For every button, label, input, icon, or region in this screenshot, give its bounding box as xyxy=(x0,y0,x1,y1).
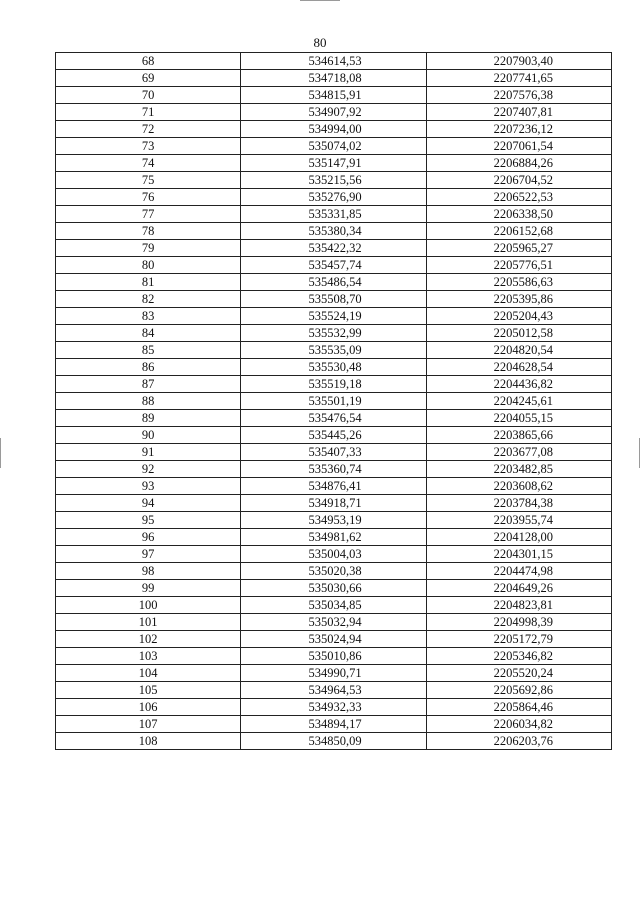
x-coordinate-cell: 534981,62 xyxy=(241,529,426,546)
x-coordinate-cell: 535501,19 xyxy=(241,393,426,410)
x-coordinate-cell: 535486,54 xyxy=(241,274,426,291)
y-coordinate-cell: 2204245,61 xyxy=(426,393,611,410)
y-coordinate-cell: 2203608,62 xyxy=(426,478,611,495)
y-coordinate-cell: 2207407,81 xyxy=(426,104,611,121)
y-coordinate-cell: 2206034,82 xyxy=(426,716,611,733)
point-number-cell: 78 xyxy=(56,223,241,240)
point-number-cell: 71 xyxy=(56,104,241,121)
y-coordinate-cell: 2204823,81 xyxy=(426,597,611,614)
table-row xyxy=(56,648,612,665)
point-number-cell: 75 xyxy=(56,172,241,189)
x-coordinate-cell: 534850,09 xyxy=(241,733,426,750)
point-number-cell: 80 xyxy=(56,257,241,274)
table-row xyxy=(56,257,612,274)
y-coordinate-cell: 2204998,39 xyxy=(426,614,611,631)
table-row xyxy=(56,393,612,410)
x-coordinate-cell: 534907,92 xyxy=(241,104,426,121)
table-row xyxy=(56,614,612,631)
y-coordinate-cell: 2206338,50 xyxy=(426,206,611,223)
table-row xyxy=(56,733,612,750)
point-number-cell: 68 xyxy=(56,53,241,70)
y-coordinate-cell: 2203784,38 xyxy=(426,495,611,512)
table-row xyxy=(56,580,612,597)
point-number-cell: 108 xyxy=(56,733,241,750)
x-coordinate-cell: 535524,19 xyxy=(241,308,426,325)
y-coordinate-cell: 2205965,27 xyxy=(426,240,611,257)
x-coordinate-cell: 535407,33 xyxy=(241,444,426,461)
table-row xyxy=(56,223,612,240)
x-coordinate-cell: 534815,91 xyxy=(241,87,426,104)
point-number-cell: 91 xyxy=(56,444,241,461)
y-coordinate-cell: 2206704,52 xyxy=(426,172,611,189)
point-number-cell: 107 xyxy=(56,716,241,733)
table-row xyxy=(56,53,612,70)
point-number-cell: 93 xyxy=(56,478,241,495)
table-row xyxy=(56,410,612,427)
point-number-cell: 76 xyxy=(56,189,241,206)
point-number-cell: 104 xyxy=(56,665,241,682)
page-number: 80 xyxy=(313,35,327,50)
point-number-cell: 102 xyxy=(56,631,241,648)
table-row xyxy=(56,291,612,308)
x-coordinate-cell: 535030,66 xyxy=(241,580,426,597)
y-coordinate-cell: 2206152,68 xyxy=(426,223,611,240)
y-coordinate-cell: 2204820,54 xyxy=(426,342,611,359)
point-number-cell: 94 xyxy=(56,495,241,512)
point-number-cell: 83 xyxy=(56,308,241,325)
y-coordinate-cell: 2203677,08 xyxy=(426,444,611,461)
table-row xyxy=(56,444,612,461)
point-number-cell: 82 xyxy=(56,291,241,308)
table-row xyxy=(56,699,612,716)
table-row xyxy=(56,461,612,478)
point-number-cell: 74 xyxy=(56,155,241,172)
coordinates-table xyxy=(55,52,612,750)
table-row xyxy=(56,427,612,444)
x-coordinate-cell: 534990,71 xyxy=(241,665,426,682)
table-row xyxy=(56,206,612,223)
table-row xyxy=(56,87,612,104)
table-row xyxy=(56,682,612,699)
table-row xyxy=(56,597,612,614)
table-row xyxy=(56,308,612,325)
x-coordinate-cell: 534994,00 xyxy=(241,121,426,138)
point-number-cell: 86 xyxy=(56,359,241,376)
y-coordinate-cell: 2205776,51 xyxy=(426,257,611,274)
x-coordinate-cell: 535530,48 xyxy=(241,359,426,376)
point-number-cell: 95 xyxy=(56,512,241,529)
table-row xyxy=(56,546,612,563)
x-coordinate-cell: 534932,33 xyxy=(241,699,426,716)
table-row xyxy=(56,376,612,393)
y-coordinate-cell: 2205395,86 xyxy=(426,291,611,308)
point-number-cell: 99 xyxy=(56,580,241,597)
y-coordinate-cell: 2205864,46 xyxy=(426,699,611,716)
y-coordinate-cell: 2204649,26 xyxy=(426,580,611,597)
y-coordinate-cell: 2205692,86 xyxy=(426,682,611,699)
x-coordinate-cell: 535147,91 xyxy=(241,155,426,172)
x-coordinate-cell: 535535,09 xyxy=(241,342,426,359)
y-coordinate-cell: 2205346,82 xyxy=(426,648,611,665)
x-coordinate-cell: 535380,34 xyxy=(241,223,426,240)
y-coordinate-cell: 2206203,76 xyxy=(426,733,611,750)
x-coordinate-cell: 535215,56 xyxy=(241,172,426,189)
x-coordinate-cell: 535331,85 xyxy=(241,206,426,223)
point-number-cell: 69 xyxy=(56,70,241,87)
x-coordinate-cell: 534918,71 xyxy=(241,495,426,512)
y-coordinate-cell: 2204474,98 xyxy=(426,563,611,580)
x-coordinate-cell: 535034,85 xyxy=(241,597,426,614)
point-number-cell: 72 xyxy=(56,121,241,138)
point-number-cell: 105 xyxy=(56,682,241,699)
y-coordinate-cell: 2203482,85 xyxy=(426,461,611,478)
table-row xyxy=(56,716,612,733)
point-number-cell: 85 xyxy=(56,342,241,359)
y-coordinate-cell: 2204055,15 xyxy=(426,410,611,427)
table-row xyxy=(56,665,612,682)
table-row xyxy=(56,121,612,138)
x-coordinate-cell: 535457,74 xyxy=(241,257,426,274)
point-number-cell: 79 xyxy=(56,240,241,257)
coordinates-table-body xyxy=(56,53,612,750)
point-number-cell: 100 xyxy=(56,597,241,614)
y-coordinate-cell: 2205204,43 xyxy=(426,308,611,325)
y-coordinate-cell: 2207741,65 xyxy=(426,70,611,87)
table-row xyxy=(56,342,612,359)
y-coordinate-cell: 2203865,66 xyxy=(426,427,611,444)
y-coordinate-cell: 2203955,74 xyxy=(426,512,611,529)
table-row xyxy=(56,495,612,512)
x-coordinate-cell: 534614,53 xyxy=(241,53,426,70)
point-number-cell: 73 xyxy=(56,138,241,155)
scan-edge-mark-left xyxy=(0,438,1,468)
table-row xyxy=(56,512,612,529)
point-number-cell: 101 xyxy=(56,614,241,631)
point-number-cell: 81 xyxy=(56,274,241,291)
x-coordinate-cell: 535074,02 xyxy=(241,138,426,155)
x-coordinate-cell: 535422,32 xyxy=(241,240,426,257)
table-row xyxy=(56,631,612,648)
table-row xyxy=(56,478,612,495)
point-number-cell: 70 xyxy=(56,87,241,104)
x-coordinate-cell: 535519,18 xyxy=(241,376,426,393)
point-number-cell: 87 xyxy=(56,376,241,393)
y-coordinate-cell: 2204628,54 xyxy=(426,359,611,376)
table-row xyxy=(56,240,612,257)
table-row xyxy=(56,359,612,376)
x-coordinate-cell: 535508,70 xyxy=(241,291,426,308)
x-coordinate-cell: 535532,99 xyxy=(241,325,426,342)
table-row xyxy=(56,325,612,342)
table-row xyxy=(56,155,612,172)
point-number-cell: 92 xyxy=(56,461,241,478)
y-coordinate-cell: 2206522,53 xyxy=(426,189,611,206)
x-coordinate-cell: 535004,03 xyxy=(241,546,426,563)
y-coordinate-cell: 2206884,26 xyxy=(426,155,611,172)
x-coordinate-cell: 535276,90 xyxy=(241,189,426,206)
x-coordinate-cell: 534964,53 xyxy=(241,682,426,699)
x-coordinate-cell: 535445,26 xyxy=(241,427,426,444)
y-coordinate-cell: 2205012,58 xyxy=(426,325,611,342)
point-number-cell: 96 xyxy=(56,529,241,546)
point-number-cell: 88 xyxy=(56,393,241,410)
x-coordinate-cell: 534876,41 xyxy=(241,478,426,495)
x-coordinate-cell: 535476,54 xyxy=(241,410,426,427)
y-coordinate-cell: 2207236,12 xyxy=(426,121,611,138)
table-row xyxy=(56,70,612,87)
table-row xyxy=(56,138,612,155)
x-coordinate-cell: 535024,94 xyxy=(241,631,426,648)
scan-edge-mark-top xyxy=(300,0,340,1)
table-row xyxy=(56,172,612,189)
x-coordinate-cell: 535360,74 xyxy=(241,461,426,478)
point-number-cell: 98 xyxy=(56,563,241,580)
point-number-cell: 103 xyxy=(56,648,241,665)
y-coordinate-cell: 2204301,15 xyxy=(426,546,611,563)
table-row xyxy=(56,563,612,580)
table-row xyxy=(56,529,612,546)
x-coordinate-cell: 535020,38 xyxy=(241,563,426,580)
y-coordinate-cell: 2205172,79 xyxy=(426,631,611,648)
y-coordinate-cell: 2207903,40 xyxy=(426,53,611,70)
x-coordinate-cell: 535010,86 xyxy=(241,648,426,665)
y-coordinate-cell: 2205586,63 xyxy=(426,274,611,291)
point-number-cell: 84 xyxy=(56,325,241,342)
point-number-cell: 106 xyxy=(56,699,241,716)
y-coordinate-cell: 2204436,82 xyxy=(426,376,611,393)
y-coordinate-cell: 2204128,00 xyxy=(426,529,611,546)
y-coordinate-cell: 2207061,54 xyxy=(426,138,611,155)
x-coordinate-cell: 534718,08 xyxy=(241,70,426,87)
x-coordinate-cell: 534894,17 xyxy=(241,716,426,733)
point-number-cell: 90 xyxy=(56,427,241,444)
table-row xyxy=(56,189,612,206)
point-number-cell: 77 xyxy=(56,206,241,223)
table-row xyxy=(56,274,612,291)
point-number-cell: 97 xyxy=(56,546,241,563)
point-number-cell: 89 xyxy=(56,410,241,427)
x-coordinate-cell: 534953,19 xyxy=(241,512,426,529)
x-coordinate-cell: 535032,94 xyxy=(241,614,426,631)
y-coordinate-cell: 2205520,24 xyxy=(426,665,611,682)
table-row xyxy=(56,104,612,121)
y-coordinate-cell: 2207576,38 xyxy=(426,87,611,104)
